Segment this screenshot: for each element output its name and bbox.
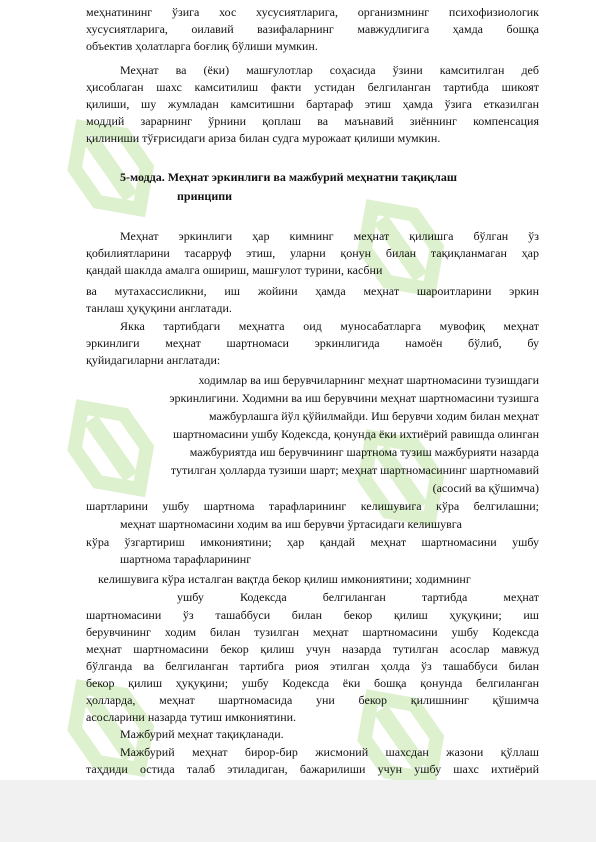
- text-line: тутилган ҳолларда тузиши шарт; меҳнат шартномасининг шартномавий: [170, 463, 539, 477]
- text-line: ходимлар ва иш берувчиларнинг меҳнат шартномасини тузишдаги: [198, 373, 539, 387]
- text-line: кўра ўзгартириш имкониятини; ҳар қандай меҳнат шартномасини ушбу: [86, 535, 539, 549]
- text-line: ва мутахассисликни, иш жойини ҳамда меҳнат шароитларини эркин: [86, 284, 539, 298]
- text-line: (асосий ва қўшимча): [432, 481, 539, 495]
- text-line: хусусиятларига, оилавий вазифаларнинг мавжудлигига ҳамда бошқа: [86, 22, 539, 36]
- text-line: меҳнатининг ўзига хос хусусиятларига, организмнинг психофизиологик: [86, 5, 539, 19]
- text-line: Якка тартибдаги меҳнатга оид муносабатларга мувофиқ меҳнат: [120, 319, 539, 333]
- text-line: меҳнат шартномасини ходим ва иш берувчи ўртасидаги келишувга: [120, 517, 462, 531]
- text-line: берувчининг ходим билан тузилган меҳнат шартномасини ушбу Кодексда: [86, 625, 539, 639]
- text-line: шартларини ушбу шартнома тарафларининг келишувига кўра белгилашни;: [86, 499, 539, 513]
- text-line: бекор қилиш ҳуқуқини; ушбу Кодексда ёки бошқа қонунда белгиланган: [86, 676, 539, 690]
- text-line: Мажбурий меҳнат тақиқланади.: [120, 727, 284, 741]
- text-line: моддий зарарнинг ўрнини қоплаш ва маънавий зиённинг компенсация: [86, 114, 539, 128]
- text-line: шартномасини ўз ташаббуси билан бекор қилиш ҳуқуқини; иш: [86, 608, 539, 622]
- text-line: бўлганда ва белгиланган тартибга риоя этилган ҳолда ўз ташаббуси билан: [86, 659, 539, 673]
- text-line: ушбу Кодексда белгиланган тартибда меҳнат: [177, 590, 539, 604]
- text-line: қандай шаклда амалга ошириш, машғулот турини, касбни: [86, 263, 383, 277]
- text-line: ҳисоблаган шахс камситилиш факти устидан белгиланган тартибда шикоят: [86, 80, 539, 94]
- text-line: қилиши, шу жумладан камситишни бартараф этиш ҳамда ўзига етказилган: [86, 97, 539, 111]
- text-line: эркинлиги меҳнат шартномаси эркинлигида намоён бўлиб, бу: [86, 336, 539, 350]
- text-line: таҳдиди остида талаб этиладиган, бажарилиши учун ушбу шахс ихтиёрий: [86, 762, 539, 776]
- text-line: эркинлигини. Ходимни ва иш берувчини меҳнат шартномасини тузишга: [169, 391, 539, 405]
- page-bottom-shade: [0, 780, 596, 842]
- section-heading-line: принципи: [177, 189, 233, 203]
- text-line: келишувига кўра исталган вақтда бекор қилиш имкониятини; ходимнинг: [98, 572, 471, 586]
- text-line: қуйидагиларни англатади:: [86, 353, 221, 367]
- text-line: меҳнат шартномасини бекор қилиш учун назарда тутилган асослар мавжуд: [86, 642, 539, 656]
- text-line: Меҳнат эркинлиги ҳар кимнинг меҳнат қилишга бўлган ўз: [120, 229, 539, 243]
- text-line: ҳолларда, меҳнат шартномасида уни бекор қилишнинг қўшимча: [86, 693, 539, 707]
- text-line: Мажбурий меҳнат бирор-бир жисмоний шахсдан жазони қўллаш: [120, 745, 539, 759]
- text-line: қилиниши тўғрисидаги ариза билан судга мурожаат қилиши мумкин.: [86, 131, 441, 145]
- text-line: асосларини назарда тутиш имкониятини.: [86, 710, 297, 724]
- text-line: шартнома тарафларининг: [120, 552, 252, 566]
- text-line: объектив ҳолатларга боғлиқ бўлиши мумкин.: [86, 39, 318, 53]
- text-line: шартномасини ушбу Кодексда, қонунда ёки ихтиёрий равишда олинган: [172, 427, 539, 441]
- text-line: қобилиятларини тасарруф этиш, уларни қонун билан тақиқланмаган ҳар: [86, 246, 539, 260]
- text-line: мажбуриятда иш берувчининг шартнома тузиш мажбурияти назарда: [189, 445, 539, 459]
- text-line: Меҳнат ва (ёки) машғулотлар соҳасида ўзини камситилган деб: [120, 63, 539, 77]
- text-line: танлаш ҳуқуқини англатади.: [86, 301, 232, 315]
- text-line: мажбурлашга йўл қўйилмайди. Иш берувчи ходим билан меҳнат: [209, 409, 539, 423]
- section-heading-line: 5-модда. Меҳнат эркинлиги ва мажбурий меҳнатни тақиқлаш: [120, 170, 458, 184]
